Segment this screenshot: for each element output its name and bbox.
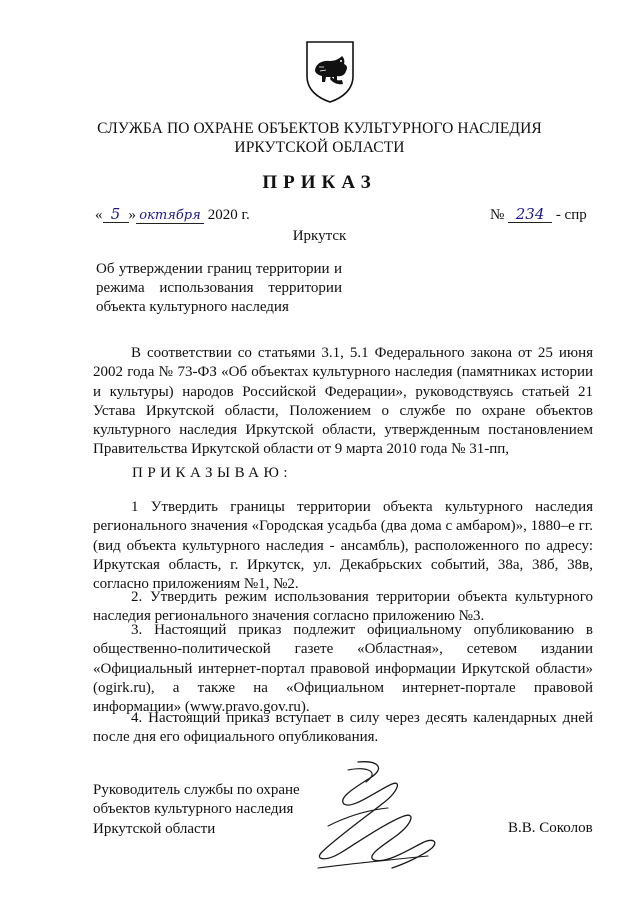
date-month-handwritten: октября — [136, 208, 204, 224]
order-date: « 5 » октября 2020 г. — [95, 205, 250, 223]
date-year: 2020 г. — [207, 207, 250, 223]
order-item-1: 1 Утвердить границы территории объекта культурного наследия регионального значения «Городская усадьба (два дома с амбаром)», 1880–е гг. (вид объекта культурного наследия - ансамбль), расположенного по адресу: Иркутская область, г. Иркутск, ул. Декабрьских событий, 38а, 38б, 38в, согласно приложениям №1, №2. — [93, 499, 593, 593]
handwritten-signature — [308, 756, 448, 874]
preamble-paragraph: В соответствии со статьями 3.1, 5.1 Федерального закона от 25 июня 2002 года № 73-ФЗ «Об объектах культурного наследия (памятниках истории и культуры) народов Российской Федерации», руководствуясь статьей 21 Устава Иркутской области, Положением о службе по охране объектов культурного наследия Иркутской области, утвержденным постановлением Правительства Иркутской области от 9 марта 2010 года № 31-пп, — [93, 345, 593, 458]
order-word: ПРИКАЗЫВАЮ: — [132, 465, 293, 481]
city: Иркутск — [292, 228, 347, 244]
order-subject: Об утверждении границ территории и режима использования территории объекта культурного наследия — [96, 261, 342, 315]
order-item-2: 2. Утвердить режим использования территории объекта культурного наследия регионального значения согласно приложению №3. — [93, 589, 593, 625]
organization-name-line1: СЛУЖБА ПО ОХРАНЕ ОБЪЕКТОВ КУЛЬТУРНОГО НАСЛЕДИЯ — [97, 120, 542, 137]
signatory-position: Руководитель службы по охране объектов культурного наследия Иркутской области — [93, 782, 300, 837]
coat-of-arms-emblem — [304, 40, 356, 104]
order-item-3: 3. Настоящий приказ подлежит официальному опубликованию в общественно-политической газете «Областная», сетевом издании «Официальный интернет-портал правовой информации Иркутской области» (ogirk.ru), а также на «Официальном интернет-портале правовой информации» (www.pravo.gov.ru). — [93, 622, 593, 716]
organization-name-line2: ИРКУТСКОЙ ОБЛАСТИ — [234, 139, 405, 156]
signatory-name: В.В. Соколов — [508, 820, 593, 836]
order-number: № 234 - спр — [490, 205, 587, 223]
order-item-4: 4. Настоящий приказ вступает в силу через десять календарных дней после дня его официального опубликования. — [93, 710, 593, 746]
document-type-title: ПРИКАЗ — [262, 172, 377, 193]
order-number-handwritten: 234 — [508, 207, 552, 223]
date-day-handwritten: 5 — [103, 207, 129, 223]
